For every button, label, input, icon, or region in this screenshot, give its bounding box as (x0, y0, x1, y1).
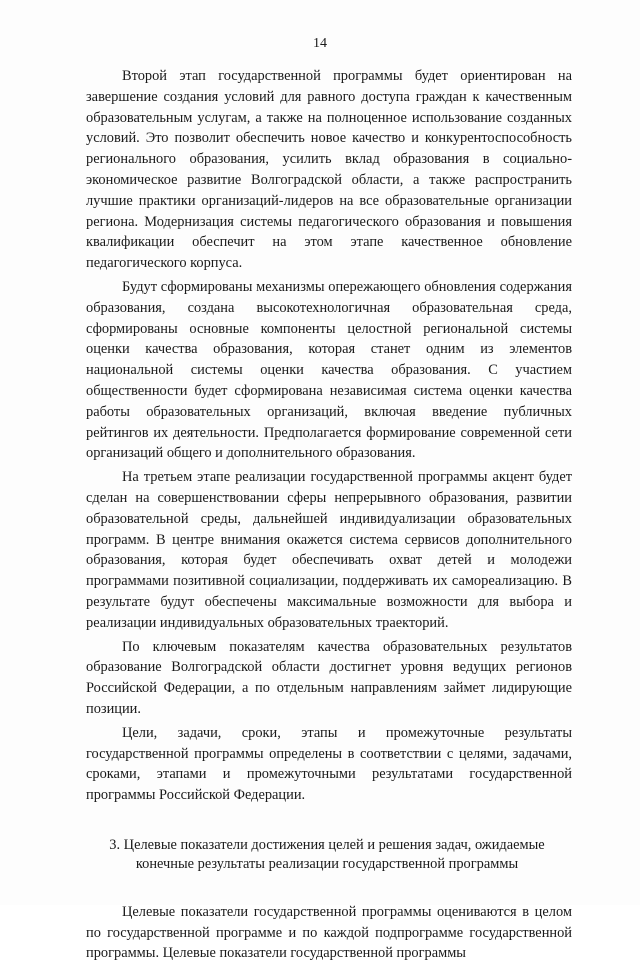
paragraph-target-indicators: Целевые показатели государственной программы оцениваются в целом по государственной программе и по каждой подпрограмме государственной программы. Целевые показатели государственной программы (86, 903, 572, 962)
paragraph-key-indicators: По ключевым показателям качества образовательных результатов образование Волгоградской области достигнет уровня ведущих регионов Российской Федерации, а по отдельным направлениям займет лидирующие позиции. (86, 638, 572, 717)
document-body (86, 66, 572, 964)
paragraph-second-stage: Второй этап государственной программы будет ориентирован на завершение создания условий для равного доступа граждан к качественным образовательным услугам, а также на полноценное использование созданных условий. Это позволит обеспечить новое качество и конкурентоспособность регионального образования, усилить вклад образования в социально-экономическое развитие Волгоградской области, а также распространить лучшие практики организаций-лидеров на все образовательные организации региона. Модернизация системы педагогического образования и повышения квалификации обеспечит на этом этапе качественное обновление педагогического корпуса. (86, 68, 572, 272)
page-number: 14 (313, 36, 327, 51)
paragraph-goals: Цели, задачи, сроки, этапы и промежуточные результаты государственной программы определены в соответствии с целями, задачами, сроками, этапами и промежуточными результатами государственной программы Российской Федерации. (86, 724, 572, 804)
section-heading: 3. Целевые показатели достижения целей и решения задач, ожидаемые конечные результаты реализации государственной программы (109, 836, 545, 872)
paragraph-third-stage: На третьем этапе реализации государственной программы акцент будет сделан на совершенствовании сферы непрерывного образования, развитии образовательной среды, дальнейшей индивидуализации образовательных программ. В центре внимания окажется система сервисов дополнительного образования, которая будет обеспечивать охват детей и молодежи программами позитивной социализации, поддерживать их самореализацию. В результате будут обеспечены максимальные возможности для выбора и реализации индивидуальных образовательных траекторий. (86, 469, 572, 631)
paragraph-mechanisms: Будут сформированы механизмы опережающего обновления содержания образования, создана высокотехнологичная образовательная среда, сформированы основные компоненты целостной региональной системы оценки качества образования, которая станет одним из элементов национальной системы оценки качества образования. С участием общественности будет сформирована независимая система оценки качества работы образовательных организаций, включая введение публичных рейтингов их деятельности. Предполагается формирование современной сети организаций общего и дополнительного образования. (86, 278, 572, 462)
